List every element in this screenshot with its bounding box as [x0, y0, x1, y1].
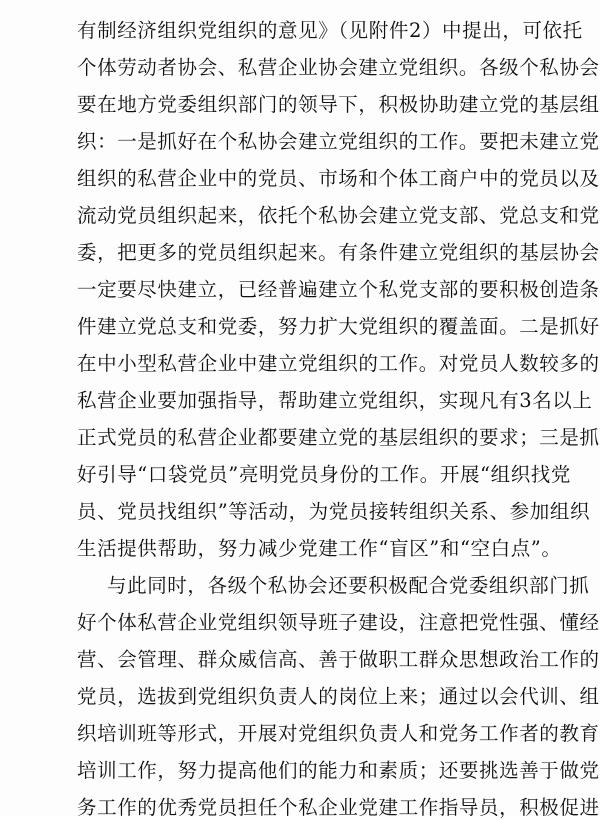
- text-line: 委，把更多的党员组织起来。有条件建立党组织的基层协会: [77, 241, 600, 264]
- text-line: 培训工作，努力提高他们的能力和素质；还要挑选善于做党: [77, 759, 600, 782]
- text-line: 在中小型私营企业中建立党组织的工作。对党员人数较多的: [77, 352, 600, 375]
- text-line: 好个体私营企业党组织领导班子建设，注意把党性强、懂经: [77, 611, 600, 634]
- text-line: 要在地方党委组织部门的领导下，积极协助建立党的基层组: [77, 93, 600, 116]
- text-line: 生活提供帮助，努力减少党建工作“盲区”和“空白点”。: [77, 537, 562, 560]
- text-line: 件建立党总支和党委，努力扩大党组织的覆盖面。二是抓好: [77, 315, 600, 338]
- text-line: 织培训班等形式，开展对党组织负责人和党务工作者的教育: [77, 722, 600, 745]
- text-line: 织：一是抓好在个私协会建立党组织的工作。要把未建立党: [77, 130, 600, 153]
- text-line: 好引导“口袋党员”亮明党员身份的工作。开展“组织找党: [77, 463, 572, 486]
- text-line: 党员，选拔到党组织负责人的岗位上来；通过以会代训、组: [77, 685, 600, 708]
- text-line: 一定要尽快建立，已经普遍建立个私党支部的要积极创造条: [77, 278, 600, 301]
- text-line: 个体劳动者协会、私营企业协会建立党组织。各级个私协会: [77, 56, 600, 79]
- text-line: 营、会管理、群众威信高、善于做职工群众思想政治工作的: [77, 648, 600, 671]
- text-line: 组织的私营企业中的党员、市场和个体工商户中的党员以及: [77, 167, 600, 190]
- text-line: 正式党员的私营企业都要建立党的基层组织的要求；三是抓: [77, 426, 600, 449]
- text-line: 流动党员组织起来，依托个私协会建立党支部、党总支和党: [77, 204, 600, 227]
- text-line: 务工作的优秀党员担任个私企业党建工作指导员，积极促进: [77, 796, 600, 819]
- paragraph-first-line: 与此同时，各级个私协会还要积极配合党委组织部门抓: [107, 574, 590, 597]
- text-line: 有制经济组织党组织的意见》（见附件2）中提出，可依托: [77, 19, 583, 42]
- text-line: 私营企业要加强指导，帮助建立党组织，实现凡有3名以上: [77, 389, 593, 412]
- text-line: 员、党员找组织”等活动，为党员接转组织关系、参加组织: [77, 500, 591, 523]
